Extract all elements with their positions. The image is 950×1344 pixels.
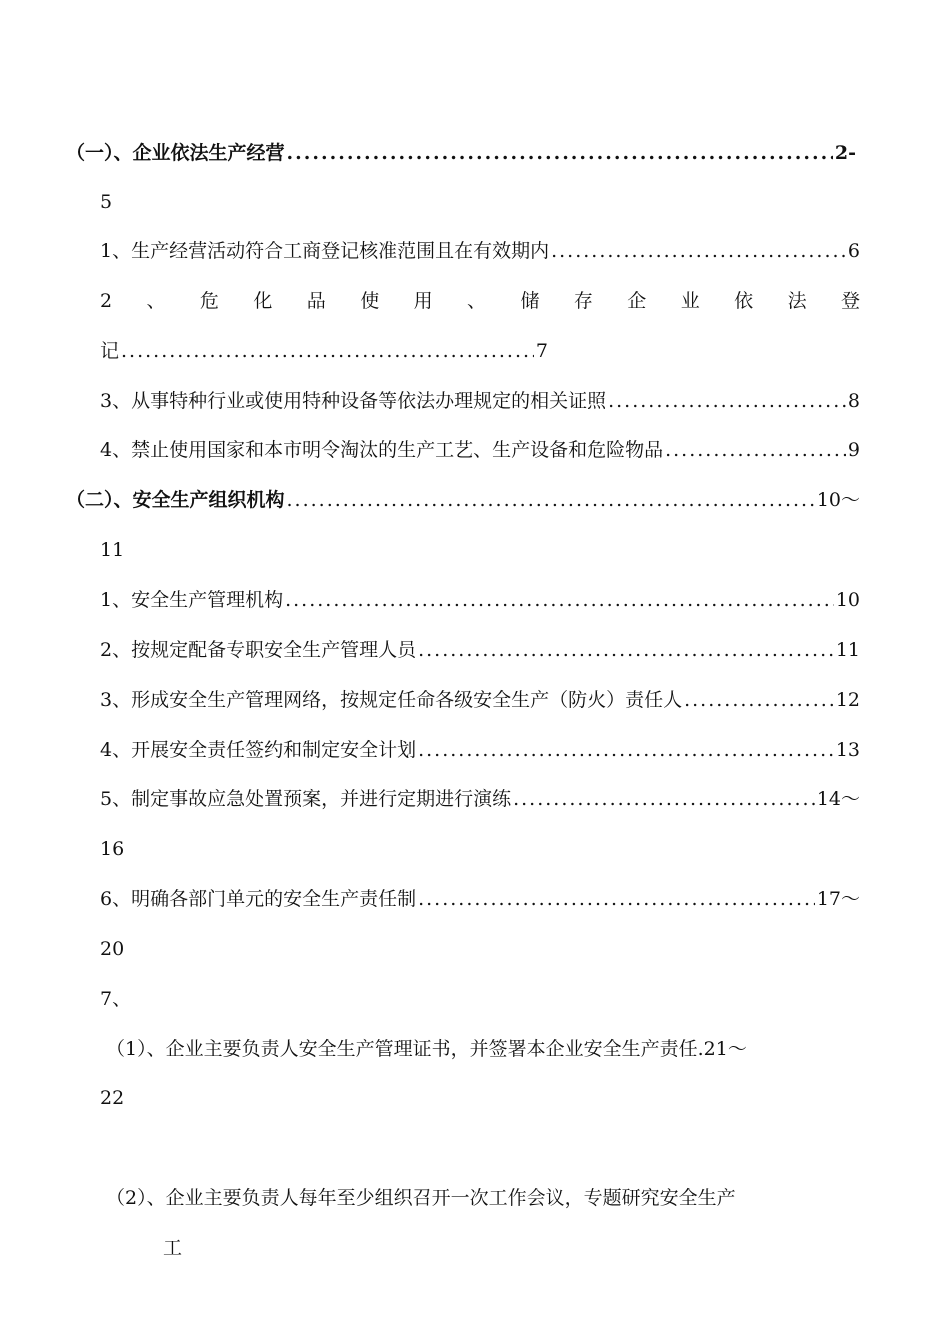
toc-title-char: 危 [199, 290, 219, 312]
toc-item-2-7-2[interactable]: （2）、企业主要负责人每年至少组织召开一次工作会议，专题研究安全生产 [106, 1187, 736, 1209]
toc-title-char: 品 [306, 290, 326, 312]
toc-title: 2、按规定配备专职安全生产管理人员 [100, 639, 417, 661]
toc-page-number-continuation: 5 [100, 191, 113, 213]
toc-leader-dots [665, 438, 846, 462]
toc-title: 1、安全生产管理机构 [100, 589, 284, 611]
toc-leader-dots [418, 738, 834, 762]
toc-page-number: 21～ [703, 1038, 747, 1060]
toc-title-char: 登 [840, 290, 860, 312]
toc-item-2-3[interactable] [100, 688, 860, 712]
toc-title: （一）、企业依法生产经营 [66, 142, 285, 164]
toc-leader-dots [551, 239, 846, 263]
toc-title: （二）、安全生产组织机构 [66, 489, 285, 511]
toc-leader-dots [513, 787, 815, 811]
toc-item-2-4[interactable] [100, 738, 860, 762]
toc-item-2-7-1[interactable] [106, 1037, 860, 1061]
toc-title-char: 存 [573, 290, 593, 312]
toc-page-number: 13 [835, 739, 860, 761]
toc-title-char: 依 [734, 290, 754, 312]
toc-item-1-2[interactable] [100, 289, 860, 313]
toc-title-char: 法 [787, 290, 807, 312]
toc-title: 4、禁止使用国家和本市明令淘汰的生产工艺、生产设备和危险物品 [100, 439, 664, 461]
toc-leader-dots [418, 638, 834, 662]
toc-title-char: 储 [520, 290, 540, 312]
toc-page-number: 9 [847, 439, 860, 461]
toc-page-number: 7 [535, 340, 548, 362]
toc-page-number-continuation: 20 [100, 938, 125, 960]
toc-title: 3、从事特种行业或使用特种设备等依法办理规定的相关证照 [100, 390, 607, 412]
toc-title-char: 、 [467, 290, 487, 312]
toc-item-1-4[interactable] [100, 438, 860, 462]
toc-page-number: 6 [847, 240, 860, 262]
toc-page-number: 2- [834, 142, 856, 164]
toc-leader-dots [285, 588, 834, 612]
toc-section-1[interactable] [66, 141, 856, 165]
toc-title: 记 [100, 340, 120, 362]
toc-item-1-2-continuation[interactable] [100, 339, 548, 363]
toc-page-number: 8 [847, 390, 860, 412]
toc-item-2-7[interactable]: 7、 [100, 988, 132, 1010]
toc-title-char: 使 [360, 290, 380, 312]
toc-title-char: 2 [100, 290, 113, 312]
toc-title-char: 用 [413, 290, 433, 312]
toc-title: 4、开展安全责任签约和制定安全计划 [100, 739, 417, 761]
toc-title-char: 、 [146, 290, 166, 312]
toc-page-number: 14～ [816, 788, 860, 810]
toc-title: 1、生产经营活动符合工商登记核准范围且在有效期内 [100, 240, 550, 262]
toc-page-number-continuation: 11 [100, 539, 125, 561]
toc-title-char: 业 [680, 290, 700, 312]
toc-page-number-continuation: 22 [100, 1087, 125, 1109]
toc-leader-dots [418, 887, 815, 911]
toc-title-char: 化 [253, 290, 273, 312]
toc-item-1-3[interactable] [100, 389, 860, 413]
toc-page-number-continuation: 16 [100, 838, 125, 860]
toc-item-2-2[interactable] [100, 638, 860, 662]
toc-title-continuation: 工 [163, 1237, 183, 1259]
toc-item-2-6[interactable] [100, 887, 860, 911]
toc-leader-dots [608, 389, 846, 413]
toc-title: 6、明确各部门单元的安全生产责任制 [100, 888, 417, 910]
toc-page-number: 10 [835, 589, 860, 611]
toc-page-number: 17～ [816, 888, 860, 910]
toc-title: 3、形成安全生产管理网络，按规定任命各级安全生产（防火）责任人 [100, 689, 683, 711]
toc-leader-dots [287, 141, 833, 165]
toc-page-number: 12 [835, 689, 860, 711]
toc-leader-dots [121, 339, 534, 363]
toc-leader-dots [287, 488, 815, 512]
toc-item-2-1[interactable] [100, 588, 860, 612]
toc-title: 5、制定事故应急处置预案，并进行定期进行演练 [100, 788, 512, 810]
toc-page-number: 10～ [816, 489, 860, 511]
toc-title: （1）、企业主要负责人安全生产管理证书，并签署本企业安全生产责任. [106, 1038, 704, 1060]
toc-item-2-5[interactable] [100, 787, 860, 811]
toc-leader-dots [684, 688, 834, 712]
toc-item-1-1[interactable] [100, 239, 860, 263]
toc-page-number: 11 [835, 639, 860, 661]
toc-section-2[interactable] [66, 488, 860, 512]
toc-title-char: 企 [627, 290, 647, 312]
